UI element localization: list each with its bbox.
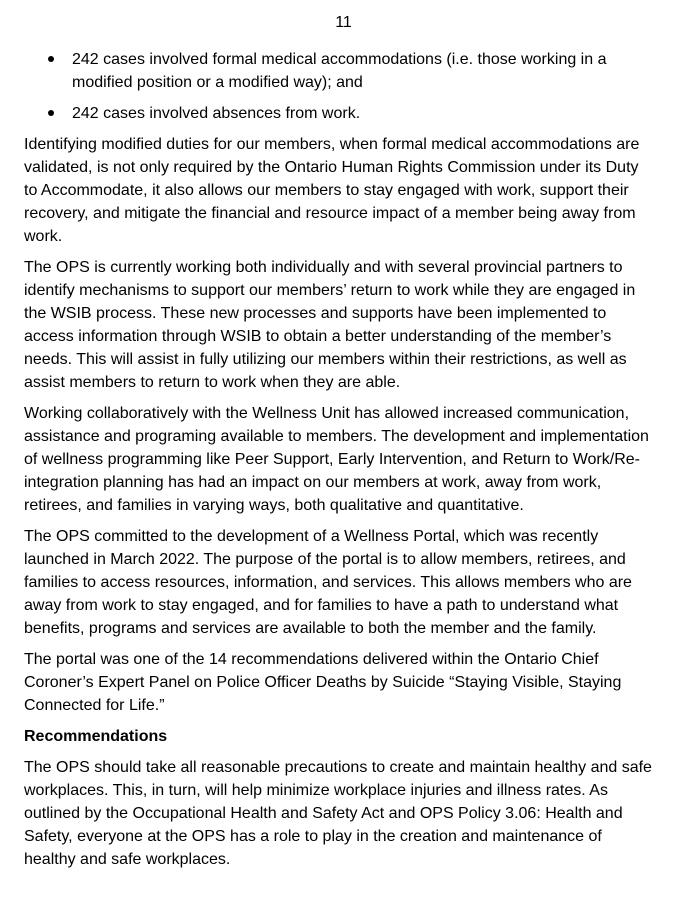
paragraph-wellness-portal: The OPS committed to the development of a Wellness Portal, which was recently launched in March 2022. The purpose of the portal is to allow members, retirees, and families to access resources, information, and services. This allows members who are away from work to stay engaged, and for families to have a path to understand what benefits, programs and services are available to both the member and the family. bbox=[24, 528, 632, 637]
list-item-text: 242 cases involved absences from work. bbox=[72, 105, 361, 122]
list-item bbox=[24, 102, 654, 125]
paragraph-wellness-unit: Working collaboratively with the Wellness Unit has allowed increased communication, assistance and programing available to members. The development and implementation of wellness programming like Peer Support, Early Intervention, and Return to Work/Re-integration planning has had an impact on our members at work, away from work, retirees, and families in varying ways, both qualitative and quantitative. bbox=[24, 405, 649, 514]
page-number: 11 bbox=[335, 14, 352, 31]
paragraph-portal-recommendation: The portal was one of the 14 recommendations delivered within the Ontario Chief Coroner’s Expert Panel on Police Officer Deaths by Suicide “Staying Visible, Staying Connected for Life.” bbox=[24, 651, 622, 714]
page-content bbox=[24, 48, 654, 879]
bullet-icon bbox=[48, 56, 54, 62]
recommendations-heading: Recommendations bbox=[24, 728, 168, 745]
list-item bbox=[24, 48, 654, 94]
paragraph-ops-working: The OPS is currently working both individually and with several provincial partners to identify mechanisms to support our members’ return to work while they are engaged in the WSIB process. These new processes and supports have been implemented to access information through WSIB to obtain a better understanding of the member’s needs. This will assist in fully utilizing our members within their restrictions, as well as assist members to return to work when they are able. bbox=[24, 259, 636, 391]
paragraph-precautions: The OPS should take all reasonable precautions to create and maintain healthy and safe workplaces. This, in turn, will help minimize workplace injuries and illness rates. As outlined by the Occupational Health and Safety Act and OPS Policy 3.06: Health and Safety, everyone at the OPS has a role to play in the creation and maintenance of healthy and safe workplaces. bbox=[24, 759, 652, 868]
list-item-text: 242 cases involved formal medical accommodations (i.e. those working in a modified position or a modified way); and bbox=[72, 51, 607, 91]
paragraph-modified-duties: Identifying modified duties for our members, when formal medical accommodations are validated, is not only required by the Ontario Human Rights Commission under its Duty to Accommodate, it also allows our members to stay engaged with work, support their recovery, and mitigate the financial and resource impact of a member being away from work. bbox=[24, 136, 640, 245]
bullet-icon bbox=[48, 110, 54, 116]
case-bullet-list bbox=[24, 48, 654, 125]
